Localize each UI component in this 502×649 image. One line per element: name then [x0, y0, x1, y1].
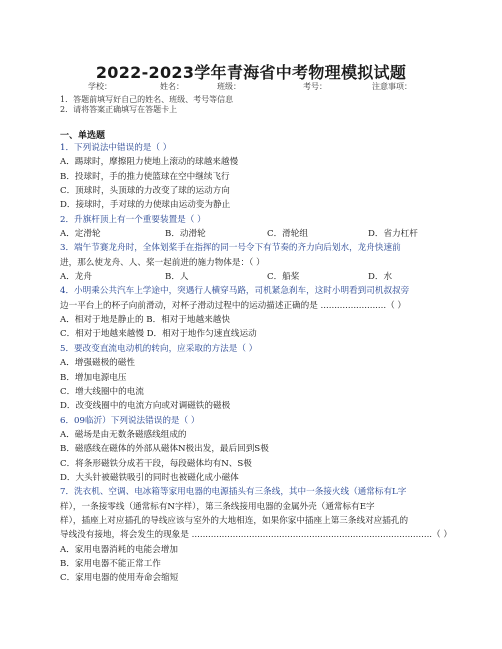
question-3-option-c: C．船桨 — [267, 272, 300, 283]
question-6-stem: 6．09临沂）下列说法错误的是（ ） — [60, 415, 200, 426]
question-3-option-a: A．龙舟 — [60, 272, 92, 283]
info-notes: 注意事项： — [372, 82, 412, 91]
question-4-stem-line-1: 4．小明乘公共汽车上学途中，突遇行人横穿马路，司机紧急刹车，这时小明看到司机叔叔旁 — [60, 286, 410, 297]
question-5-option-c: C．增大线圈中的电流 — [60, 386, 144, 397]
question-7-option-b: B．家用电器不能正常工作 — [60, 558, 161, 569]
info-number: 考号： — [303, 82, 327, 91]
question-2-option-a: A．定滑轮 — [60, 229, 101, 240]
question-5-option-b: B．增加电源电压 — [60, 372, 127, 383]
question-7-stem-line-2: 样），一条接零线（通常标有N字样），第三条线接用电器的金属外壳（通常标有E字 — [60, 501, 375, 512]
info-class: 班级： — [217, 82, 241, 91]
question-1-option-b: B．投球时，手的推力使篮球在空中继续飞行 — [60, 171, 230, 182]
student-info-row — [0, 81, 502, 93]
question-6-option-c: C．将条形磁铁分成若干段，每段磁体均有N、S极 — [60, 458, 252, 469]
question-7-stem-line-1: 7．洗衣机、空调、电冰箱等家用电器的电源插头有三条线，其中一条接火线（通常标有L字 — [60, 487, 407, 498]
question-1-option-c: C．顶球时，头顶球的力改变了球的运动方向 — [60, 186, 230, 197]
question-4-options-ab: A．相对于地是静止的 B．相对于地越来越快 — [60, 315, 230, 326]
question-2-option-c: C．滑轮组 — [267, 229, 308, 240]
instruction-2: 2．请将答案正确填写在答题卡上 — [60, 105, 178, 114]
question-4-options-cd: C．相对于地越来越慢 D．相对于地作匀速直线运动 — [60, 329, 257, 340]
question-7-option-a: A．家用电器消耗的电能会增加 — [60, 544, 178, 555]
question-3-option-d: D．水 — [368, 272, 393, 283]
instruction-1: 1．答题前填写好自己的姓名、班级、考号等信息 — [60, 95, 234, 104]
question-4-stem-line-2: 边一平台上的杯子向前滑动，对杯子滑动过程中的运动描述正确的是 ........................（ ） — [60, 300, 407, 311]
question-1-stem: 1．下列说法中错误的是（ ） — [60, 143, 172, 153]
question-7-option-c: C．家用电器的使用寿命会缩短 — [60, 573, 179, 584]
questions — [60, 141, 456, 586]
question-2-stem: 2．升旗杆顶上有一个重要装置是（ ） — [60, 214, 206, 225]
section-heading: 一、单选题 — [60, 131, 106, 141]
question-7-stem-line-4: 导线没有接地，将会发生的现象是 ........................................................................................（ ） — [60, 530, 452, 541]
question-1-option-a: A．踢球时，摩擦阻力使地上滚动的球越来越慢 — [60, 157, 239, 168]
question-5-stem: 5．要改变直流电动机的转向，应采取的方法是（ ） — [60, 343, 258, 354]
question-3-options — [60, 270, 456, 284]
question-7-stem-line-3: 样），插座上对应插孔的导线应该与室外的大地相连，如果你家中插座上第三条线对应插孔的 — [60, 515, 409, 526]
question-2-option-d: D．省力杠杆 — [368, 229, 418, 240]
question-3-stem-line-1: 3．端午节赛龙舟时，全体划桨手在指挥的同一号令下有节奏的齐力向后划水，龙舟快速前 — [60, 243, 401, 254]
question-5-option-d: D．改变线圈中的电流方向或对调磁铁的磁极 — [60, 401, 231, 412]
question-2-options — [60, 227, 456, 241]
question-3-stem-line-2: 进，那么使龙舟、人、桨一起前进的施力物体是：（ ） — [60, 257, 265, 268]
question-5-option-a: A．增强磁极的磁性 — [60, 358, 135, 369]
exam-title: 2022-2023学年青海省中考物理模拟试题 — [95, 63, 407, 82]
question-3-option-b: B．人 — [165, 272, 189, 283]
question-6-option-b: B．磁感线在磁体的外部从磁体N极出发，最后回到S极 — [60, 444, 269, 455]
instructions — [60, 95, 233, 115]
info-school: 学校： — [88, 82, 112, 91]
question-6-option-a: A．磁场是由无数条磁感线组成的 — [60, 429, 187, 440]
question-1-option-d: D．接球时，手对球的力使球由运动变为静止 — [60, 200, 231, 211]
info-name: 姓名： — [160, 82, 184, 91]
question-6-option-d: D．大头针被磁铁吸引的同时也被磁化成小磁体 — [60, 472, 239, 483]
question-2-option-b: B．动滑轮 — [165, 229, 206, 240]
